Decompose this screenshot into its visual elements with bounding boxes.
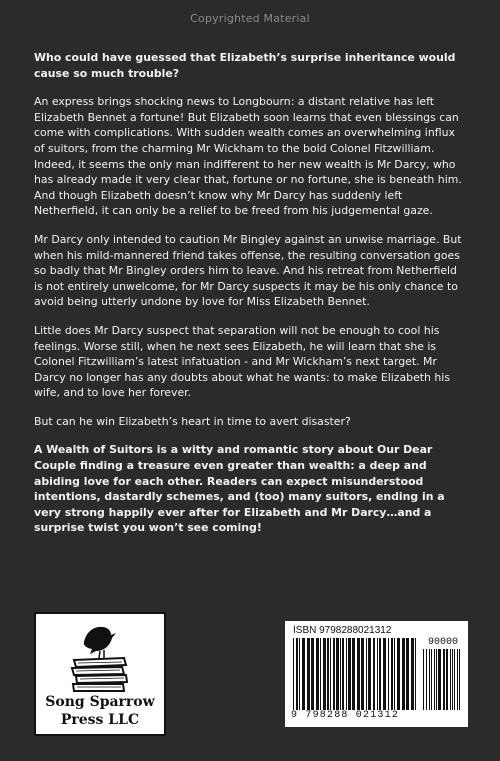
barcode-bar: [397, 638, 400, 710]
barcode-bar: [333, 638, 335, 710]
barcode-bars: [293, 638, 417, 710]
barcode-bar: [457, 649, 458, 710]
isbn-barcode: [285, 621, 468, 727]
blurb-hook: Who could have guessed that Elizabeth’s surprise inheritance would cause so much trouble?: [34, 51, 456, 80]
barcode-bar: [391, 638, 393, 710]
barcode-bar: [366, 638, 367, 710]
barcode-bar: [327, 638, 329, 710]
barcode-bar: [436, 649, 437, 710]
barcode-bar: [311, 638, 314, 710]
barcode-bar: [320, 638, 321, 710]
barcode-bar: [348, 638, 351, 710]
barcode-bar: [377, 638, 378, 710]
barcode-bar: [388, 638, 389, 710]
barcode-bar: [346, 638, 347, 710]
barcode-bar: [340, 638, 341, 710]
barcode-bar: [429, 649, 430, 710]
barcode-bar: [423, 649, 424, 710]
barcode-bar: [299, 638, 300, 710]
barcode-bar: [330, 638, 331, 710]
barcode-bar: [434, 649, 435, 710]
barcode-bar: [415, 638, 416, 710]
barcode-bar: [443, 649, 445, 710]
barcode-bar: [426, 649, 427, 710]
publisher-name-line2: Press LLC: [60, 712, 140, 728]
ean-digits: 9 798288 021312: [291, 710, 400, 721]
publisher-name-line1: Song Sparrow: [45, 694, 155, 710]
barcode-bar: [379, 638, 381, 710]
barcode-bar: [357, 638, 360, 710]
barcode-bar: [368, 638, 371, 710]
barcode-bar: [406, 638, 409, 710]
isbn-label: ISBN 9798288021312: [293, 625, 392, 636]
barcode-bar: [411, 638, 414, 710]
blurb-paragraph-4: But can he win Elizabeth’s heart in time to avert disaster?: [34, 414, 351, 428]
barcode-bar: [402, 638, 405, 710]
barcode-bar: [342, 638, 344, 710]
sparrow-on-books-icon: [64, 618, 136, 694]
barcode-bar: [293, 638, 294, 710]
barcode-bar: [431, 649, 432, 710]
barcode-bar: [373, 638, 375, 710]
barcode-bar: [316, 638, 319, 710]
barcode-bar: [454, 649, 455, 710]
blurb-paragraph-2: Mr Darcy only intended to caution Mr Bingley against an unwise marriage. But when his mild-mannered friend takes offense, the resulting conversation goes so badly that Mr Bingley orders him to leave. And his retreat from Netherfield is not entirely unwelcome, for Mr Darcy suspects it may be his only chance to avoid being utterly undone by love for Miss Elizabeth Bennet.: [34, 232, 462, 309]
barcode-bar: [296, 638, 298, 710]
barcode-bar: [438, 649, 441, 710]
publisher-logo: [34, 612, 166, 736]
barcode-bar: [383, 638, 386, 710]
addon-barcode-bars: [423, 649, 461, 710]
barcode-bar: [336, 638, 339, 710]
barcode-bar: [307, 638, 310, 710]
barcode-bar: [394, 638, 395, 710]
blurb-paragraph-3: Little does Mr Darcy suspect that separation will not be enough to cool his feelings. Worse still, when he next sees Elizabeth, he will learn that she is Colonel Fitzwilliam’s latest infatuation - and Mr Wickham’s next target. Mr Darcy no longer has any doubts about what he wants: to make Elizabeth his wife, and to love her forever.: [34, 323, 451, 400]
price-addon-digits: 90000: [427, 637, 458, 648]
barcode-bar: [361, 638, 364, 710]
watermark: Copyrighted Material: [190, 12, 310, 25]
blurb-summary: A Wealth of Suitors is a witty and romantic story about Our Dear Couple finding a treasure even greater than wealth: a deep and abiding love for each other. Readers can expect misunderstood intentions, dastardly schemes, and (too) many suitors, ending in a very strong happily ever after for Elizabeth and Mr Darcy…and a surprise twist you won’t see coming!: [34, 443, 445, 535]
barcode-bar: [446, 649, 448, 710]
barcode-bar: [323, 638, 326, 710]
barcode-bar: [302, 638, 305, 710]
barcode-bar: [452, 649, 453, 710]
barcode-bar: [459, 649, 460, 710]
barcode-bar: [352, 638, 355, 710]
barcode-bar: [450, 649, 451, 710]
blurb-paragraph-1: An express brings shocking news to Longbourn: a distant relative has left Elizabeth Bennet a fortune! But Elizabeth soon learns that even blessings can come with complications. With sudden wealth comes an overwhelming influx of suitors, from the charming Mr Wickham to the bold Colonel Fitzwilliam. Indeed, it seems the only man indifferent to her new wealth is Mr Darcy, who has already made it very clear that, fortune or no fortune, she is beneath him. And though Elizabeth doesn’t know why Mr Darcy has suddenly left Netherfield, it can only be a relief to be freed from his judgemental gaze.: [34, 95, 462, 218]
back-cover-blurb: [34, 50, 468, 549]
